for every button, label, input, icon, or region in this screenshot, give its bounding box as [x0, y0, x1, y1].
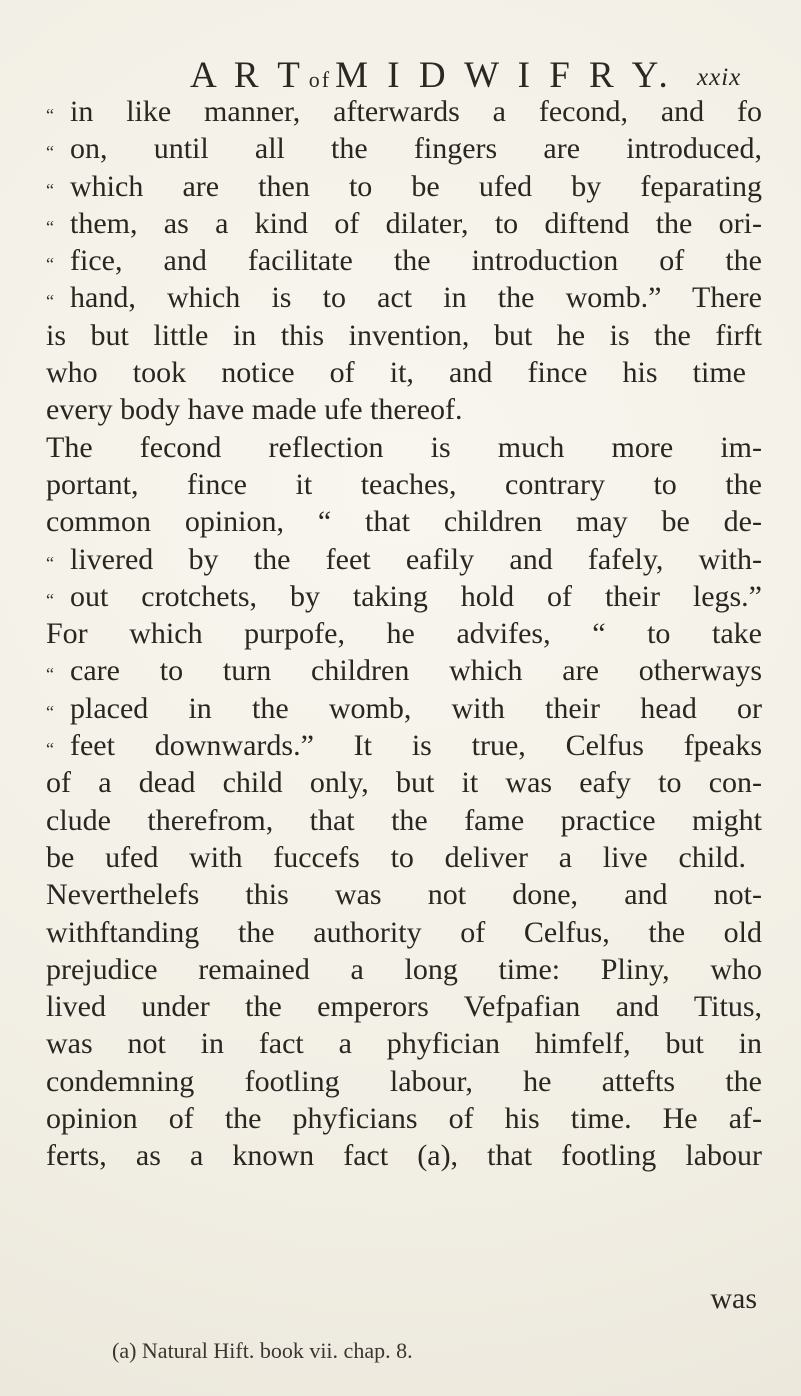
line-text: common opinion, “ that children may be de- — [46, 505, 762, 539]
line-text: portant, fince it teaches, contrary to the — [46, 467, 762, 501]
text-line-2 — [46, 130, 762, 167]
text-line-14 — [46, 578, 762, 615]
line-text: feet downwards.” It is true, Celfus fpeaks — [70, 729, 762, 763]
line-text: is but little in this invention, but he is the firft — [46, 318, 762, 352]
quote-mark: “ — [46, 142, 54, 163]
text-line-9 — [46, 391, 762, 428]
quote-mark: “ — [46, 701, 54, 722]
line-text: on, until all the fingers are introduced, — [70, 132, 762, 166]
text-line-4 — [46, 205, 762, 242]
line-text: who took notice of it, and fince his time — [46, 356, 746, 390]
line-text: livered by the feet eafily and fafely, with- — [70, 542, 762, 576]
text-line-19 — [46, 764, 762, 801]
text-line-16 — [46, 652, 762, 689]
text-line-8 — [46, 354, 746, 391]
line-text: clude therefrom, that the fame practice might — [46, 803, 762, 837]
line-text: be ufed with fuccefs to deliver a live child. — [46, 840, 746, 874]
line-text: out crotchets, by taking hold of their legs.” — [70, 579, 762, 613]
line-text: ferts, as a known fact (a), that footling labour — [46, 1139, 762, 1173]
text-line-3 — [46, 168, 762, 205]
text-line-21 — [46, 839, 746, 876]
page-number: xxix — [697, 64, 742, 91]
text-line-13 — [46, 541, 762, 578]
text-line-10 — [46, 429, 762, 466]
quote-mark: “ — [46, 589, 54, 610]
line-text: every body have made ufe thereof. — [46, 393, 463, 427]
text-line-15 — [46, 615, 762, 652]
quote-mark: “ — [46, 179, 54, 200]
line-text: in like manner, afterwards a fecond, and fo — [70, 95, 762, 128]
line-text: them, as a kind of dilater, to diftend the ori- — [70, 206, 762, 240]
text-line-7 — [46, 317, 762, 354]
text-line-27 — [46, 1063, 762, 1100]
line-text: The fecond reflection is much more im- — [46, 430, 762, 464]
line-text: was not in fact a phyfician himfelf, but in — [46, 1027, 762, 1061]
text-line-17 — [46, 690, 762, 727]
line-text: Neverthelefs this was not done, and not- — [46, 878, 762, 912]
line-text: fice, and facilitate the introduction of the — [70, 244, 762, 278]
text-line-26 — [46, 1025, 762, 1062]
running-head-midwifry: M I D W I F R Y. — [335, 55, 673, 96]
running-head-art: A R T — [190, 55, 305, 96]
text-line-11 — [46, 466, 762, 503]
catchword: was — [710, 1282, 757, 1315]
quote-mark: “ — [46, 739, 54, 760]
line-text: of a dead child only, but it was eafy to con- — [46, 766, 762, 800]
line-text: condemning footling labour, he attefts the — [46, 1064, 762, 1098]
body-text — [46, 93, 762, 1175]
text-line-1 — [46, 93, 762, 130]
quote-mark: “ — [46, 105, 54, 125]
text-line-23 — [46, 914, 762, 951]
text-line-18 — [46, 727, 762, 764]
line-text: prejudice remained a long time: Pliny, who — [46, 952, 762, 986]
text-line-12 — [46, 503, 762, 540]
text-line-28 — [46, 1100, 762, 1137]
line-text: withftanding the authority of Celfus, the old — [46, 915, 762, 949]
text-line-22 — [46, 876, 762, 913]
quote-mark: “ — [46, 254, 54, 275]
line-text: For which purpofe, he advifes, “ to take — [46, 617, 762, 651]
line-text: placed in the womb, with their head or — [70, 691, 762, 725]
line-text: lived under the emperors Vefpafian and Titus, — [46, 990, 762, 1024]
text-line-24 — [46, 951, 762, 988]
line-text: care to turn children which are otherways — [70, 654, 762, 688]
text-line-25 — [46, 988, 762, 1025]
quote-mark: “ — [46, 216, 54, 237]
quote-mark: “ — [46, 552, 54, 573]
line-text: which are then to be ufed by feparating — [70, 169, 762, 203]
text-line-5 — [46, 242, 762, 279]
footnote: (a) Natural Hift. book vii. chap. 8. — [112, 1338, 413, 1363]
text-line-20 — [46, 802, 762, 839]
quote-mark: “ — [46, 291, 54, 312]
text-line-29 — [46, 1137, 762, 1174]
quote-mark: “ — [46, 664, 54, 685]
running-head-of: of — [308, 67, 332, 92]
running-head — [190, 54, 760, 96]
line-text: opinion of the phyficians of his time. He af- — [46, 1102, 762, 1136]
line-text: hand, which is to act in the womb.” There — [70, 281, 762, 315]
text-line-6 — [46, 279, 762, 316]
